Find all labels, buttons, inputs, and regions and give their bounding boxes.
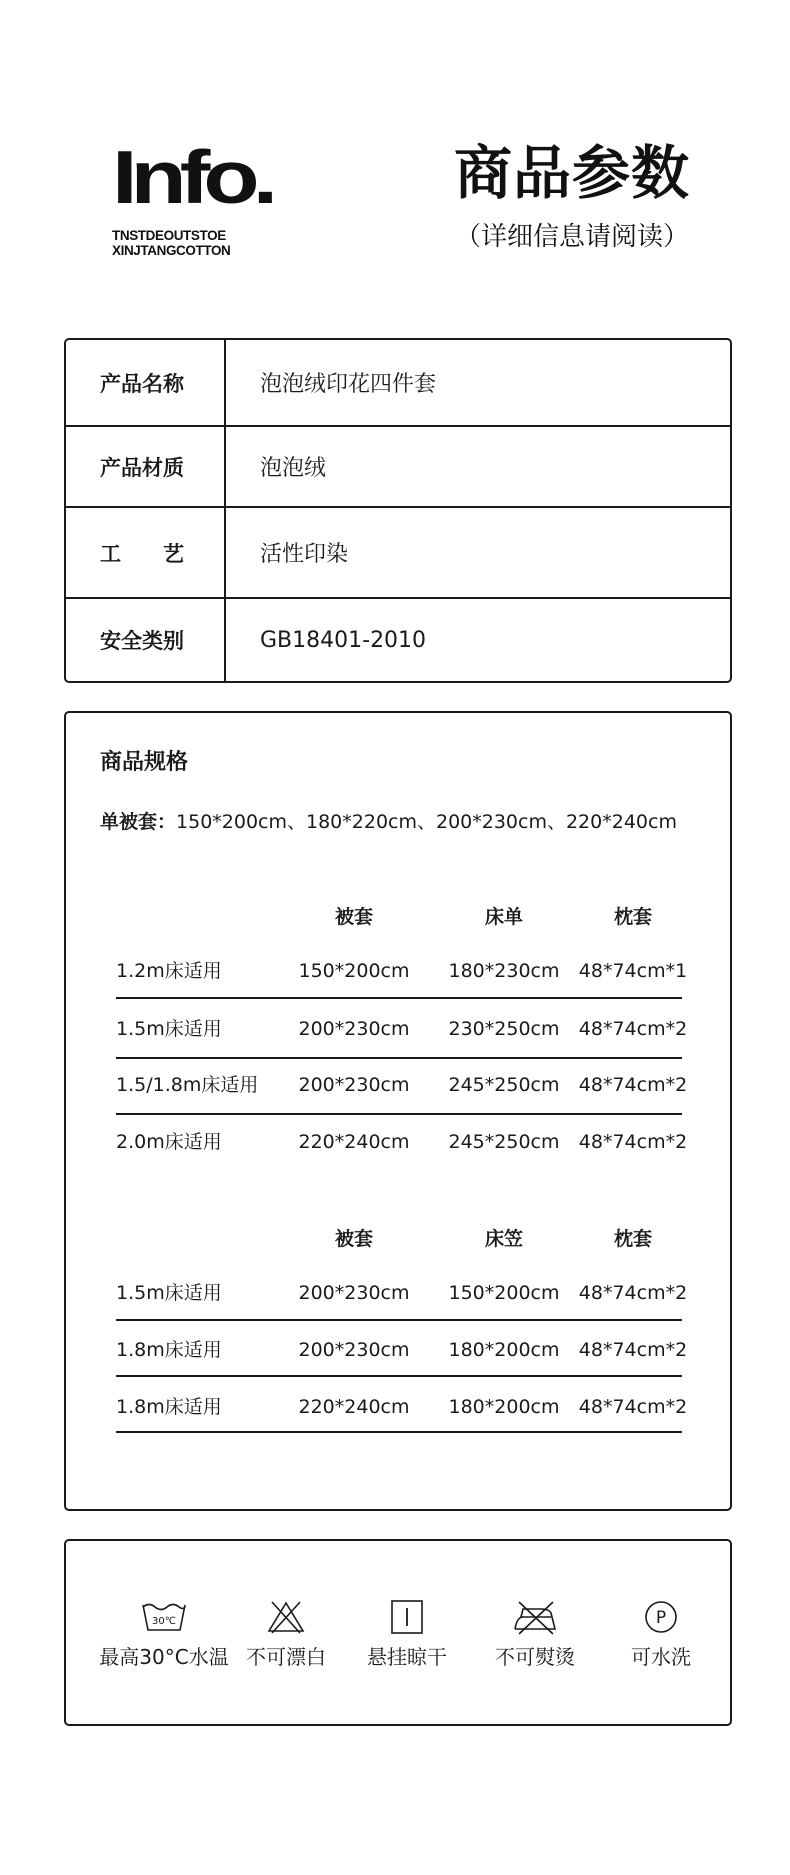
care-instructions — [64, 1539, 732, 1726]
logo-subtitle — [112, 228, 230, 258]
params-table — [64, 338, 732, 683]
sizes-label: 单被套： — [100, 811, 177, 833]
p-letter: P — [655, 1608, 667, 1628]
care-label: 可水洗 — [631, 1645, 691, 1669]
param-row-name — [66, 340, 730, 427]
header-cell: 枕套 — [613, 1228, 652, 1250]
table-cell: 230*250cm — [448, 1018, 560, 1040]
page-title: 商品参数 — [453, 139, 690, 207]
row-divider — [116, 997, 682, 999]
row-divider — [116, 1431, 682, 1433]
param-value: 泡泡绒印花四件套 — [260, 372, 437, 397]
header-cell: 床单 — [484, 906, 523, 928]
param-row-craft — [66, 508, 730, 599]
param-label: 产品名称 — [66, 340, 226, 425]
table-cell: 48*74cm*2 — [578, 1339, 688, 1361]
row-divider — [116, 1057, 682, 1059]
info-logo: Info. — [112, 135, 272, 220]
single-cover-sizes — [100, 807, 677, 834]
table-cell: 200*230cm — [298, 1282, 410, 1304]
care-item-no-iron — [470, 1599, 600, 1669]
header-cell: 床笠 — [484, 1228, 523, 1250]
dry-clean-p-icon — [643, 1599, 679, 1635]
table-cell: 48*74cm*2 — [578, 1074, 688, 1096]
care-item-wash — [99, 1599, 229, 1669]
table-cell: 245*250cm — [448, 1131, 560, 1153]
table-cell: 48*74cm*2 — [578, 1018, 688, 1040]
param-label: 产品材质 — [66, 427, 226, 506]
sizes-value: 150*200cm、180*220cm、200*230cm、220*240cm — [176, 811, 677, 833]
header-cell: 枕套 — [613, 906, 652, 928]
logo-subtitle-line1: TNSTDEOUTSTOE — [112, 228, 226, 243]
param-value: 活性印染 — [260, 542, 349, 567]
param-label: 安全类别 — [66, 599, 226, 681]
table-header — [116, 1219, 682, 1259]
table-cell: 200*230cm — [298, 1018, 410, 1040]
care-label: 最高30°C水温 — [99, 1645, 229, 1669]
table-header — [116, 897, 682, 937]
care-label: 不可熨烫 — [495, 1645, 575, 1669]
table-cell: 220*240cm — [298, 1131, 410, 1153]
param-value: GB18401-2010 — [260, 627, 427, 653]
table-cell: 48*74cm*2 — [578, 1282, 688, 1304]
table-cell: 200*230cm — [298, 1074, 410, 1096]
table-cell: 1.5m床适用 — [116, 1018, 222, 1040]
wash-30-icon — [140, 1599, 188, 1635]
table-cell: 48*74cm*2 — [578, 1396, 688, 1418]
spec-title: 商品规格 — [100, 750, 189, 775]
param-label: 工 艺 — [66, 508, 226, 597]
table-row — [116, 951, 688, 991]
param-row-material — [66, 427, 730, 508]
care-label: 不可漂白 — [246, 1645, 326, 1669]
table-cell: 200*230cm — [298, 1339, 410, 1361]
table-cell: 150*200cm — [448, 1282, 560, 1304]
care-item-line-dry — [342, 1599, 472, 1669]
logo-subtitle-line2: XINJTANGCOTTON — [112, 243, 231, 258]
row-divider — [116, 1319, 682, 1321]
no-iron-icon — [511, 1599, 559, 1635]
page-subtitle: （详细信息请阅读） — [454, 222, 689, 252]
care-item-no-bleach — [221, 1599, 351, 1669]
param-row-safety — [66, 599, 730, 681]
row-divider — [116, 1375, 682, 1377]
table-cell: 1.8m床适用 — [116, 1339, 222, 1361]
table-cell: 48*74cm*1 — [578, 960, 688, 982]
no-bleach-icon — [266, 1599, 306, 1635]
table-cell: 1.5m床适用 — [116, 1282, 222, 1304]
table-cell: 1.8m床适用 — [116, 1396, 222, 1418]
table-row — [116, 1330, 688, 1370]
header-cell: 被套 — [334, 1228, 373, 1250]
table-cell: 2.0m床适用 — [116, 1131, 222, 1153]
table-row — [116, 1009, 688, 1049]
table-row — [116, 1273, 688, 1313]
table-cell: 180*200cm — [448, 1339, 560, 1361]
header-cell: 被套 — [334, 906, 373, 928]
wash-temp-text: 30℃ — [152, 1616, 176, 1627]
line-dry-icon — [389, 1599, 425, 1635]
spec-box — [64, 711, 732, 1511]
care-item-washable — [596, 1599, 726, 1669]
table-cell: 180*200cm — [448, 1396, 560, 1418]
param-value: 泡泡绒 — [260, 456, 327, 481]
table-cell: 180*230cm — [448, 960, 560, 982]
table-cell: 48*74cm*2 — [578, 1131, 688, 1153]
header — [0, 0, 790, 300]
table-row — [116, 1065, 688, 1105]
table-row — [116, 1122, 688, 1162]
row-divider — [116, 1113, 682, 1115]
table-cell: 220*240cm — [298, 1396, 410, 1418]
table-cell: 1.2m床适用 — [116, 960, 222, 982]
table-cell: 245*250cm — [448, 1074, 560, 1096]
table-cell: 1.5/1.8m床适用 — [116, 1074, 259, 1096]
table-cell: 150*200cm — [298, 960, 410, 982]
care-label: 悬挂晾干 — [367, 1645, 447, 1669]
table-row — [116, 1387, 688, 1427]
